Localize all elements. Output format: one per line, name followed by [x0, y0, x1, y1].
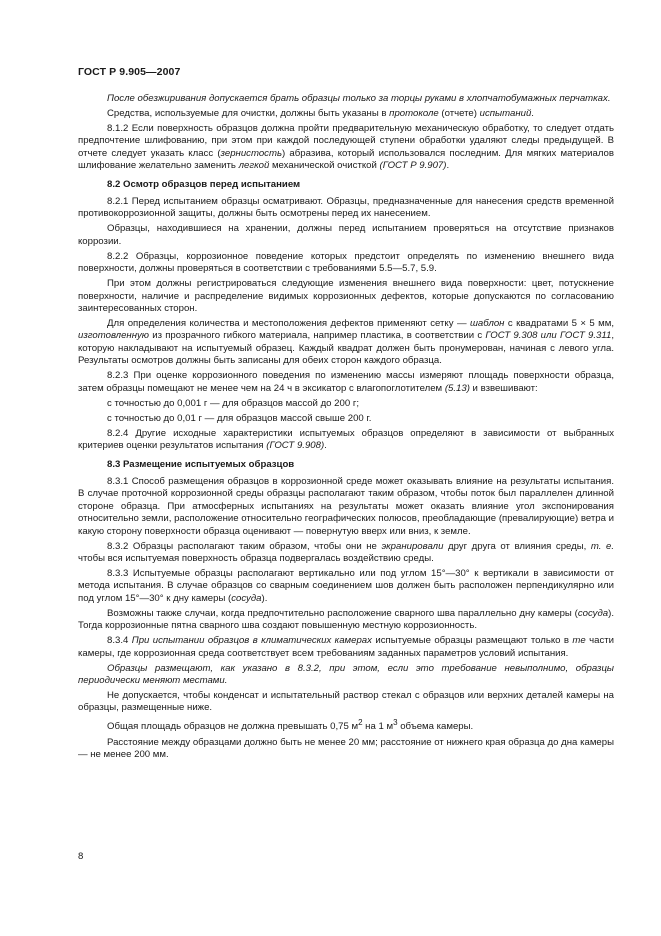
page-number: 8 — [78, 851, 84, 862]
paragraph-8-1-2: 8.1.2 Если поверхность образцов должна пройти предварительную механическую обработку, то следует отдать предпочтение шлифованию, при этом при каждой последующей ступени обработки удаляют следы предыдущей. В отчете следует указать класс (зернистость) абразива, который использовался последним. Для мягких материалов шлифование желательно заменить легкой механической очисткой (ГОСТ Р 9.907). — [78, 123, 614, 172]
paragraph-weld-parallel: Возможны также случаи, когда предпочтительно расположение сварного шва параллельно дну камеры (сосуда). Тогда коррозионные пятна сварного шва создают повышенную местную коррозионность. — [78, 607, 614, 632]
paragraph-defect-grid: Для определения количества и местоположения дефектов применяют сетку — шаблон с квадратами 5 × 5 мм, изготовленную из прозрачного гибкого материала, например пластика, в соответствии с ГОСТ 9.308 или ГОСТ 9.311, которую накладывают на испытуемый образец. Каждый квадрат должен быть пронумерован, начиная с левого угла. Результаты осмотров должны быть записаны для обеих сторон каждого образца. — [78, 318, 615, 367]
paragraph-accuracy-large: с точностью до 0,01 г — для образцов массой свыше 200 г. — [107, 412, 372, 424]
paragraph-8-3-2: 8.3.2 Образцы располагают таким образом, чтобы они не экранировали друг друга от влияния среды, т. е. чтобы вся испытуемая поверхность образца подвергалась воздействию среды. — [78, 540, 614, 564]
document-header: ГОСТ Р 9.905—2007 — [78, 66, 181, 78]
paragraph-condensate: Не допускается, чтобы конденсат и испытательный раствор стекал с образцов или верхних деталей камеры на образцы, размещенные ниже. — [78, 689, 614, 714]
paragraph-total-area: Общая площадь образцов не должна превышать 0,75 $м^2$ на 1 $м^3$ объема камеры. — [107, 718, 474, 733]
paragraph-distance: Расстояние между образцами должно быть не менее 20 мм; расстояние от нижнего края образца до дна камеры — не менее 200 мм. — [78, 736, 614, 760]
section-heading-8-3: 8.3 Размещение испытуемых образцов — [107, 458, 295, 470]
paragraph-accuracy-small: с точностью до 0,001 г — для образцов массой до 200 г; — [107, 397, 360, 409]
paragraph-8-2-1: 8.2.1 Перед испытанием образцы осматривают. Образцы, предназначенные для нанесения средств временной противокоррозионной защиты, должны быть осмотрены перед их нанесением. — [78, 196, 614, 220]
section-heading-8-2: 8.2 Осмотр образцов перед испытанием — [107, 178, 301, 190]
paragraph-cleaning-means: Средства, используемые для очистки, должны быть указаны в протоколе (отчете) испытаний. — [107, 108, 534, 119]
paragraph-8-3-3: 8.3.3 Испытуемые образцы располагают вертикально или под углом 15°—30° к вертикали в зависимости от метода испытания. В случае образцов со сварным соединением шов должен быть расположен перпендикулярно или под углом 15°—30° к дну камеры (сосуда). — [78, 567, 614, 604]
paragraph-8-2-3: 8.2.3 При оценке коррозионного поведения по изменению массы измеряют площадь поверхности образца, затем образцы помещают не менее чем на 24 ч в эксикатор с влагопоглотителем (5.13) и взвешивают: — [78, 370, 614, 394]
paragraph-8-3-1: 8.3.1 Способ размещения образцов в коррозионной среде может оказывать влияние на результаты испытания. В случае проточной коррозионной среды образцы располагают таким образом, чтобы поток был параллелен длинной стороне образца. При атмосферных испытаниях на результаты может оказать влияние угол экспонирования относительно земли, расположение относительно географических полюсов, преобладающие (превалирующие) ветра и какую сторону поверхности образца оценивают — повернутую вверх или вниз, к земле. — [78, 475, 614, 537]
document-body — [78, 93, 614, 764]
paragraph-surface-changes: При этом должны регистрироваться следующие изменения внешнего вида поверхности: цвет, потускнение поверхности, наличие и распределение видимых коррозионных дефектов, которые допускаются по согласованию заинтересованных сторон. — [78, 278, 614, 315]
paragraph-8-2-2: 8.2.2 Образцы, коррозионное поведение которых предстоит определять по изменению внешнего вида поверхности, должны проверяться в соответствии с требованиями 5.5—5.7, 5.9. — [78, 250, 614, 275]
paragraph-8-2-4: 8.2.4 Другие исходные характеристики испытуемых образцов определяют в зависимости от выбранных критериев оценки результатов испытания (ГОСТ 9.908). — [78, 427, 614, 452]
paragraph-8-3-4: 8.3.4 При испытании образцов в климатических камерах испытуемые образцы размещают только в те части камеры, где коррозионная среда соответствует всем требованиям заданных параметров условий испытания. — [78, 635, 614, 659]
paragraph-rotate-samples: Образцы размещают, как указано в 8.3.2, при этом, если это требование невыполнимо, образцы периодически меняют местами. — [78, 662, 614, 686]
paragraph-degreasing: После обезжиривания допускается брать образцы только за торцы руками в хлопчатобумажных перчатках. — [107, 93, 611, 104]
paragraph-stored-samples: Образцы, находившиеся на хранении, должны перед испытанием проверяться на отсутствие признаков коррозии. — [78, 223, 614, 247]
